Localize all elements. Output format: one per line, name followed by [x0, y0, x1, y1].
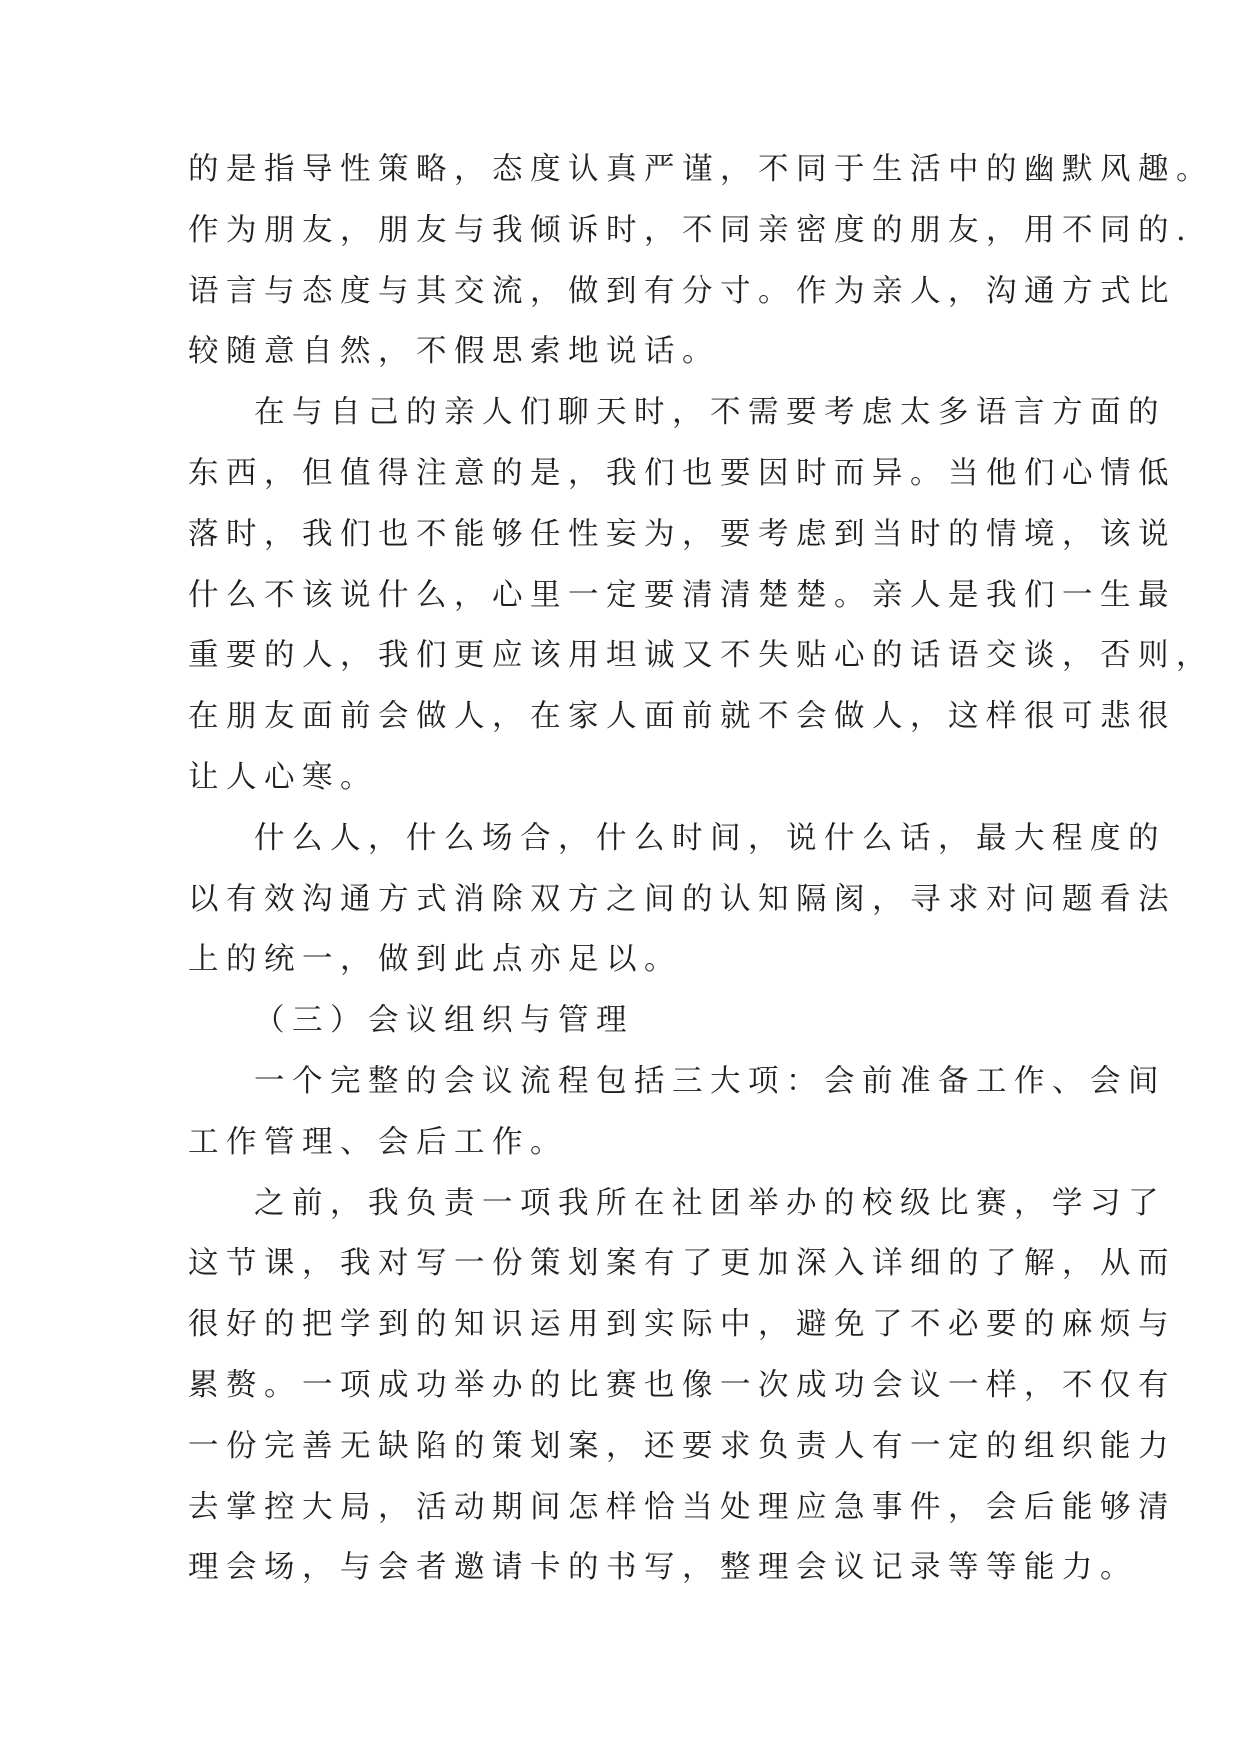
text-line: 上的统一，做到此点亦足以。 — [188, 942, 682, 978]
text-line: 之前，我负责一项我所在社团举办的校级比赛，学习了 — [254, 1185, 1166, 1221]
text-line: 重要的人，我们更应该用坦诚又不失贴心的话语交谈，否则， — [188, 638, 1214, 674]
text-line: 在朋友面前会做人，在家人面前就不会做人，这样很可悲很 — [188, 699, 1176, 735]
document-page — [188, 140, 1214, 1599]
text-line: 一份完善无缺陷的策划案，还要求负责人有一定的组织能力 — [188, 1428, 1176, 1464]
text-line: 较随意自然，不假思索地说话。 — [188, 334, 720, 370]
text-line: 东西，但值得注意的是，我们也要因时而异。当他们心情低 — [188, 455, 1176, 491]
text-line: 工作管理、会后工作。 — [188, 1124, 568, 1160]
text-line: 在与自己的亲人们聊天时，不需要考虑太多语言方面的 — [254, 395, 1166, 431]
text-line: 很好的把学到的知识运用到实际中，避免了不必要的麻烦与 — [188, 1307, 1176, 1343]
text-line: 一个完整的会议流程包括三大项：会前准备工作、会间 — [254, 1063, 1166, 1099]
text-line: 累赘。一项成功举办的比赛也像一次成功会议一样，不仅有 — [188, 1367, 1176, 1403]
text-line: 落时，我们也不能够任性妄为，要考虑到当时的情境，该说 — [188, 516, 1176, 552]
text-line: 以有效沟通方式消除双方之间的认知隔阂，寻求对问题看法 — [188, 881, 1176, 917]
text-line: 作为朋友，朋友与我倾诉时，不同亲密度的朋友，用不同的. — [188, 212, 1194, 248]
text-line: 语言与态度与其交流，做到有分寸。作为亲人，沟通方式比 — [188, 273, 1176, 309]
text-line: 什么不该说什么，心里一定要清清楚楚。亲人是我们一生最 — [188, 577, 1176, 613]
text-line: 去掌控大局，活动期间怎样恰当处理应急事件，会后能够清 — [188, 1489, 1176, 1525]
text-line: 让人心寒。 — [188, 759, 378, 795]
section-heading: （三）会议组织与管理 — [254, 1003, 634, 1039]
text-line: 什么人，什么场合，什么时间，说什么话，最大程度的 — [254, 820, 1166, 856]
text-line: 的是指导性策略，态度认真严谨，不同于生活中的幽默风趣。 — [188, 152, 1214, 187]
text-line: 理会场，与会者邀请卡的书写，整理会议记录等等能力。 — [188, 1550, 1138, 1586]
text-line: 这节课，我对写一份策划案有了更加深入详细的了解，从而 — [188, 1246, 1176, 1282]
